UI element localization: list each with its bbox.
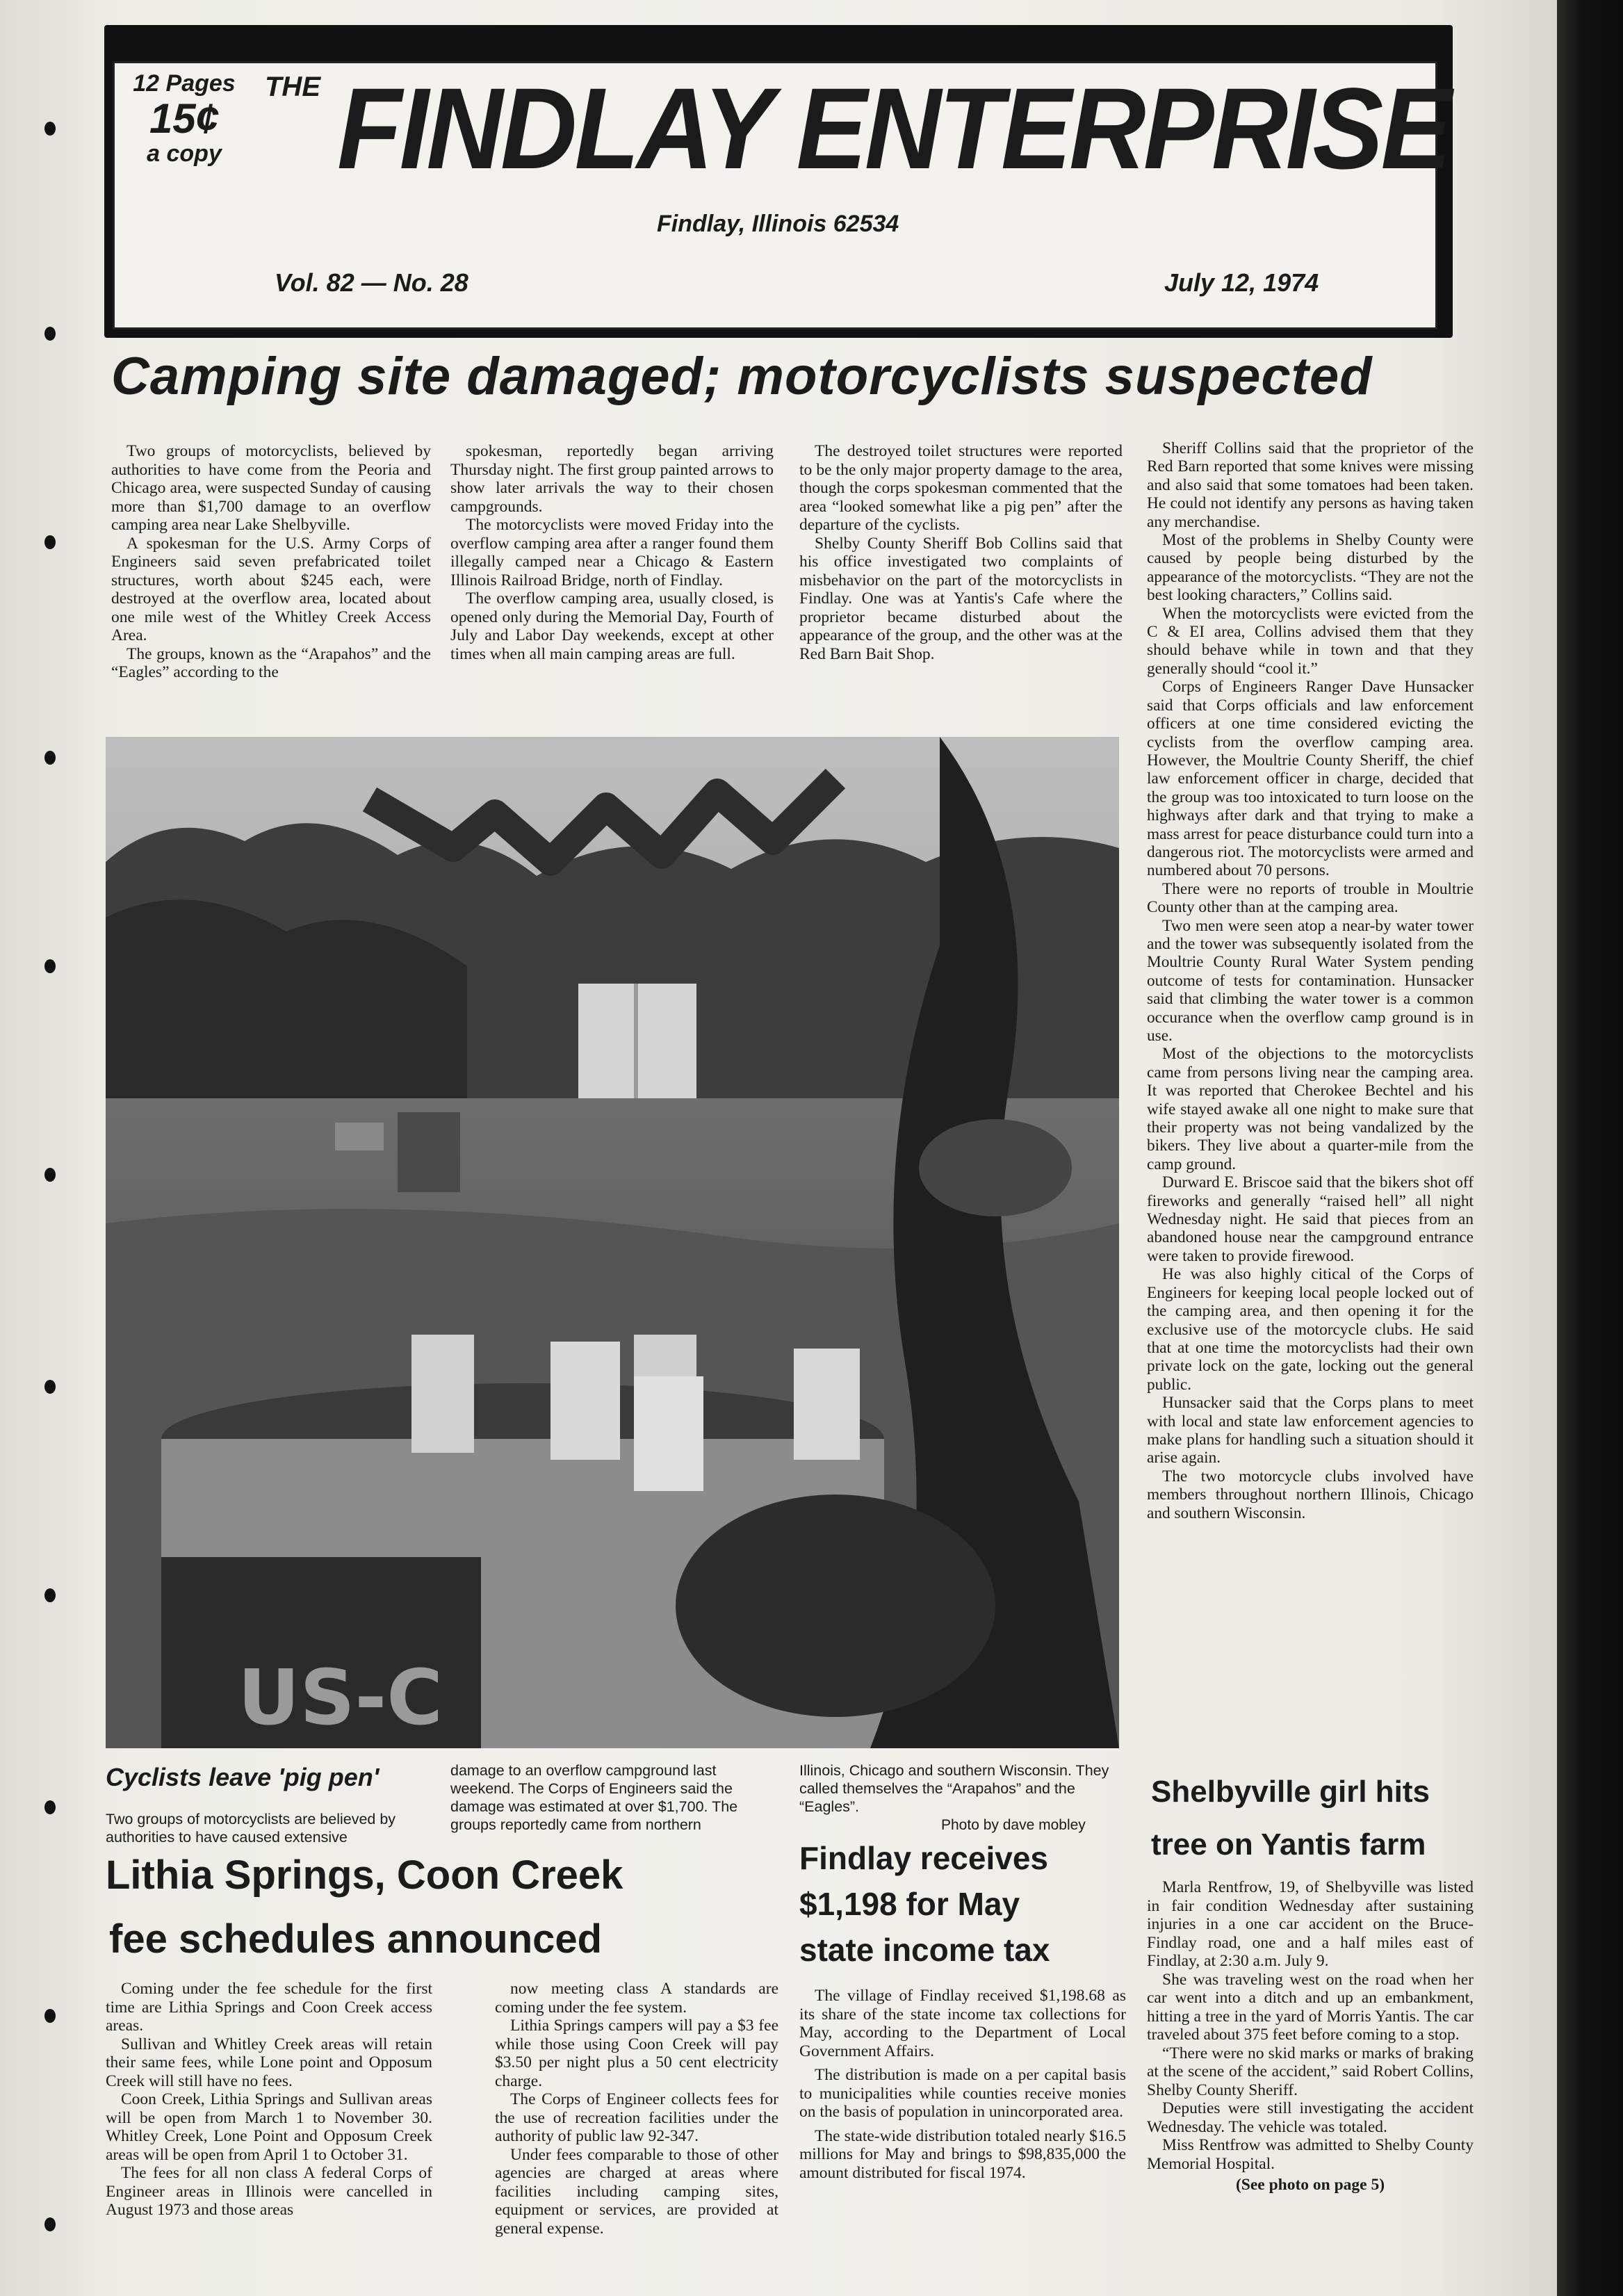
shelbyville-column (1147, 1878, 1474, 2261)
photo-caption-col-2: damage to an overflow campground last weekend. The Corps of Engineers said the damage was estimated at over $1,700. The groups reportedly came from northern (450, 1762, 738, 1833)
paragraph: The two motorcycle clubs involved have members throughout northern Illinois, Chicago and southern Wisconsin. (1147, 1467, 1474, 1522)
paragraph: A spokesman for the U.S. Army Corps of Engineers said seven prefabricated toilet structures, worth about $245 each, were destroyed at the overflow area, located about one mile west of the Whitley Creek Access Area. (111, 534, 431, 644)
paragraph: Marla Rentfrow, 19, of Shelbyville was listed in fair condition Wednesday after sustaining injuries in a one car accident on the Bruce-Findlay road, one and a half miles east of Findlay, at 2:30 a.m. July 9. (1147, 1878, 1474, 1970)
paragraph: Sullivan and Whitley Creek areas will retain their same fees, while Lone point and Opposum Creek will still have no fees. (106, 2035, 432, 2090)
masthead-the: THE (265, 72, 320, 102)
binder-hole (44, 2217, 56, 2231)
shelbyville-headline (1151, 1766, 1430, 1871)
binder-hole (44, 959, 56, 973)
paragraph: The village of Findlay received $1,198.68 as its share of the state income tax collections for May, according to the Department of Local Government Affairs. (799, 1987, 1126, 2060)
volume-number: Vol. 82 — No. 28 (275, 268, 468, 297)
paragraph: The destroyed toilet structures were reported to be the only major property damage to the area, though the corps spokesman commented that the area “looked somewhat like a pig pen” after the departure of the cyclists. (799, 442, 1123, 534)
paragraph: When the motorcyclists were evicted from the C & EI area, Collins advised them that they should behave while in town and that they generally should “cool it.” (1147, 604, 1474, 678)
binder-hole (44, 1588, 56, 1602)
campsite-photo (106, 737, 1119, 1748)
tax-headline (799, 1835, 1050, 1973)
paragraph: Most of the objections to the motorcyclists came from persons living near the camping area. It was reported that Cherokee Bechtel and his wife stayed awake all one night to make sure that their property was not being vandalized by the bikers. They live about a quarter-mile from the camp ground. (1147, 1045, 1474, 1173)
paragraph: “There were no skid marks or marks of braking at the scene of the accident,” said Robert Collins, Shelby County Sheriff. (1147, 2044, 1474, 2099)
binder-hole (44, 327, 56, 341)
lead-column-3 (799, 442, 1123, 720)
headline-line: tree on Yantis farm (1151, 1827, 1426, 1862)
paragraph: Two men were seen atop a near-by water tower and the tower was subsequently isolated from the Moultrie County Rural Water System pending outcome of tests for contamination. Hunsacker said that climbing the water tower is a common occurance when the overflow camp ground is in use. (1147, 916, 1474, 1045)
paragraph: spokesman, reportedly began arriving Thursday night. The first group painted arrows to show later arrivals the way to their chosen campgrounds. (450, 442, 774, 516)
binder-edge (1557, 0, 1623, 2296)
paragraph: The motorcyclists were moved Friday into the overflow camping area after a ranger found them illegally camped near a Chicago & Eastern Illinois Railroad Bridge, north of Findlay. (450, 516, 774, 589)
lead-column-1 (111, 442, 431, 713)
headline-line: $1,198 for May (799, 1886, 1020, 1922)
paragraph: Sheriff Collins said that the proprietor of the Red Barn reported that some knives were missing and also said that some tomatoes had been taken. He could not identify any persons as having taken any merchandise. (1147, 439, 1474, 531)
photo-caption-col-1: Two groups of motorcyclists are believed by authorities to have caused extensive (106, 1811, 396, 1846)
barrel-stencil-text: US-C (238, 1653, 443, 1742)
paragraph: He was also highly citical of the Corps of Engineers for keeping local people locked out of the camping area, and then opening it for the exclusive use of the motorcycle clubs. He said that at one time the motorcyclists had their own private lock on the gate, locking out the general public. (1147, 1265, 1474, 1394)
lithia-column-1 (106, 1980, 432, 2272)
masthead-box (113, 61, 1449, 329)
photo-credit: Photo by dave mobley (941, 1817, 1086, 1833)
paragraph: Most of the problems in Shelby County were caused by people being disturbed by the appearance of the motorcyclists. “They are not the best looking characters,” Collins said. (1147, 531, 1474, 605)
paragraph: The Corps of Engineer collects fees for the use of recreation facilities under the authority of public law 92-347. (495, 2090, 778, 2145)
binder-hole (44, 122, 56, 136)
binder-hole (44, 1168, 56, 1182)
paragraph: There were no reports of trouble in Moultrie County other than at the camping area. (1147, 879, 1474, 917)
tax-column (799, 1987, 1126, 2272)
binder-hole (44, 2009, 56, 2023)
binder-hole (44, 1380, 56, 1394)
lead-column-2 (450, 442, 774, 713)
masthead (104, 25, 1453, 338)
price-box (129, 70, 240, 168)
paragraph: The distribution is made on a per capital basis to municipalities while counties receive monies on the basis of population in unincorporated area. (799, 2066, 1126, 2121)
lead-headline: Camping site damaged; motorcyclists suspected (111, 347, 1373, 406)
paragraph: Durward E. Briscoe said that the bikers shot off fireworks and generally “raised hell” all night Wednesday night. He said that pieces from an abandoned house near the campground entrance were taken to provide firewood. (1147, 1173, 1474, 1265)
binder-hole (44, 535, 56, 549)
paragraph: now meeting class A standards are coming under the fee system. (495, 1980, 778, 2017)
page-count: 12 Pages (133, 70, 236, 97)
lithia-column-2 (495, 1980, 778, 2272)
photo-caption-title: Cyclists leave 'pig pen' (106, 1763, 380, 1791)
see-photo-note: (See photo on page 5) (1235, 2176, 1385, 2194)
headline-line: Lithia Springs, Coon Creek (106, 1853, 623, 1898)
paragraph: Miss Rentfrow was admitted to Shelby County Memorial Hospital. (1147, 2136, 1474, 2173)
paragraph: The groups, known as the “Arapahos” and the “Eagles” according to the (111, 644, 431, 681)
paragraph: Corps of Engineers Ranger Dave Hunsacker said that Corps officials and law enforcement officers at one time considered evicting the cyclists from the overflow camping area. However, the Moultrie County Sheriff, the chief law enforcement officer in charge, decided that the group was too intoxicated to turn loose on the highways after dark and that trying to make a mass arrest for peace disturbance could turn into a dangerous riot. The motorcyclists were armed and numbered about 70 persons. (1147, 678, 1474, 880)
paragraph: Lithia Springs campers will pay a $3 fee while those using Coon Creek will pay $3.50 per night plus a 50 cent electricity charge. (495, 2017, 778, 2090)
photo-caption-col-3: Illinois, Chicago and southern Wisconsin. They called themselves the “Arapahos” and the “Eagles”. (799, 1762, 1109, 1815)
price-unit: a copy (147, 140, 222, 167)
paragraph: Shelby County Sheriff Bob Collins said that his office investigated two complaints of misbehavior on the part of the motorcyclists in Findlay. One was at Yantis's Cafe where the proprietor became disturbed about the appearance of the group, and the other was at the Red Barn Bait Shop. (799, 534, 1123, 663)
paragraph: Coon Creek, Lithia Springs and Sullivan areas will be open from March 1 to November 30. Whitley Creek, Lone Point and Opposum Creek areas will be open from April 1 to October 31. (106, 2090, 432, 2164)
paragraph: The overflow camping area, usually closed, is opened only during the Memorial Day, Fourth of July and Labor Day weekends, except at other times when all main camping areas are full. (450, 589, 774, 663)
campsite-photo-illustration (106, 737, 1119, 1748)
headline-line: fee schedules announced (109, 1916, 603, 1962)
dateline-city: Findlay, Illinois 62534 (657, 211, 899, 237)
paragraph: Coming under the fee schedule for the first time are Lithia Springs and Coon Creek access areas. (106, 1980, 432, 2035)
paragraph: Hunsacker said that the Corps plans to meet with local and state law enforcement agencies to make plans for handling such a situation should it arise again. (1147, 1394, 1474, 1467)
headline-line: Shelbyville girl hits (1151, 1775, 1430, 1809)
lithia-headline (106, 1843, 623, 1971)
paragraph: The state-wide distribution totaled nearly $16.5 millions for May and brings to $98,835,000 the amount distributed for fiscal 1974. (799, 2126, 1126, 2182)
paragraph: Under fees comparable to those of other agencies are charged at areas where facilities including camping sites, equipment or services, are provided at general expense. (495, 2145, 778, 2238)
issue-date: July 12, 1974 (1164, 268, 1319, 297)
headline-line: state income tax (799, 1932, 1050, 1968)
binder-hole (44, 1800, 56, 1814)
headline-line: Findlay receives (799, 1840, 1048, 1876)
price: 15¢ (149, 95, 220, 142)
paragraph: Two groups of motorcyclists, believed by authorities to have come from the Peoria and Chicago area, were suspected Sunday of causing more than $1,700 damage to an overflow camping area near Lake Shelbyville. (111, 442, 431, 534)
newspaper-title: FINDLAY ENTERPRISE (337, 65, 1449, 193)
paragraph: Deputies were still investigating the accident Wednesday. The vehicle was totaled. (1147, 2099, 1474, 2136)
paragraph: She was traveling west on the road when her car went into a ditch and up an embankment, hitting a tree in the yard of Morris Yantis. The car traveled about 375 feet before coming to a stop. (1147, 1970, 1474, 2044)
paragraph: The fees for all non class A federal Corps of Engineer areas in Illinois were cancelled in August 1973 and those areas (106, 2164, 432, 2219)
binder-hole (44, 751, 56, 765)
lead-column-4 (1147, 439, 1474, 1764)
